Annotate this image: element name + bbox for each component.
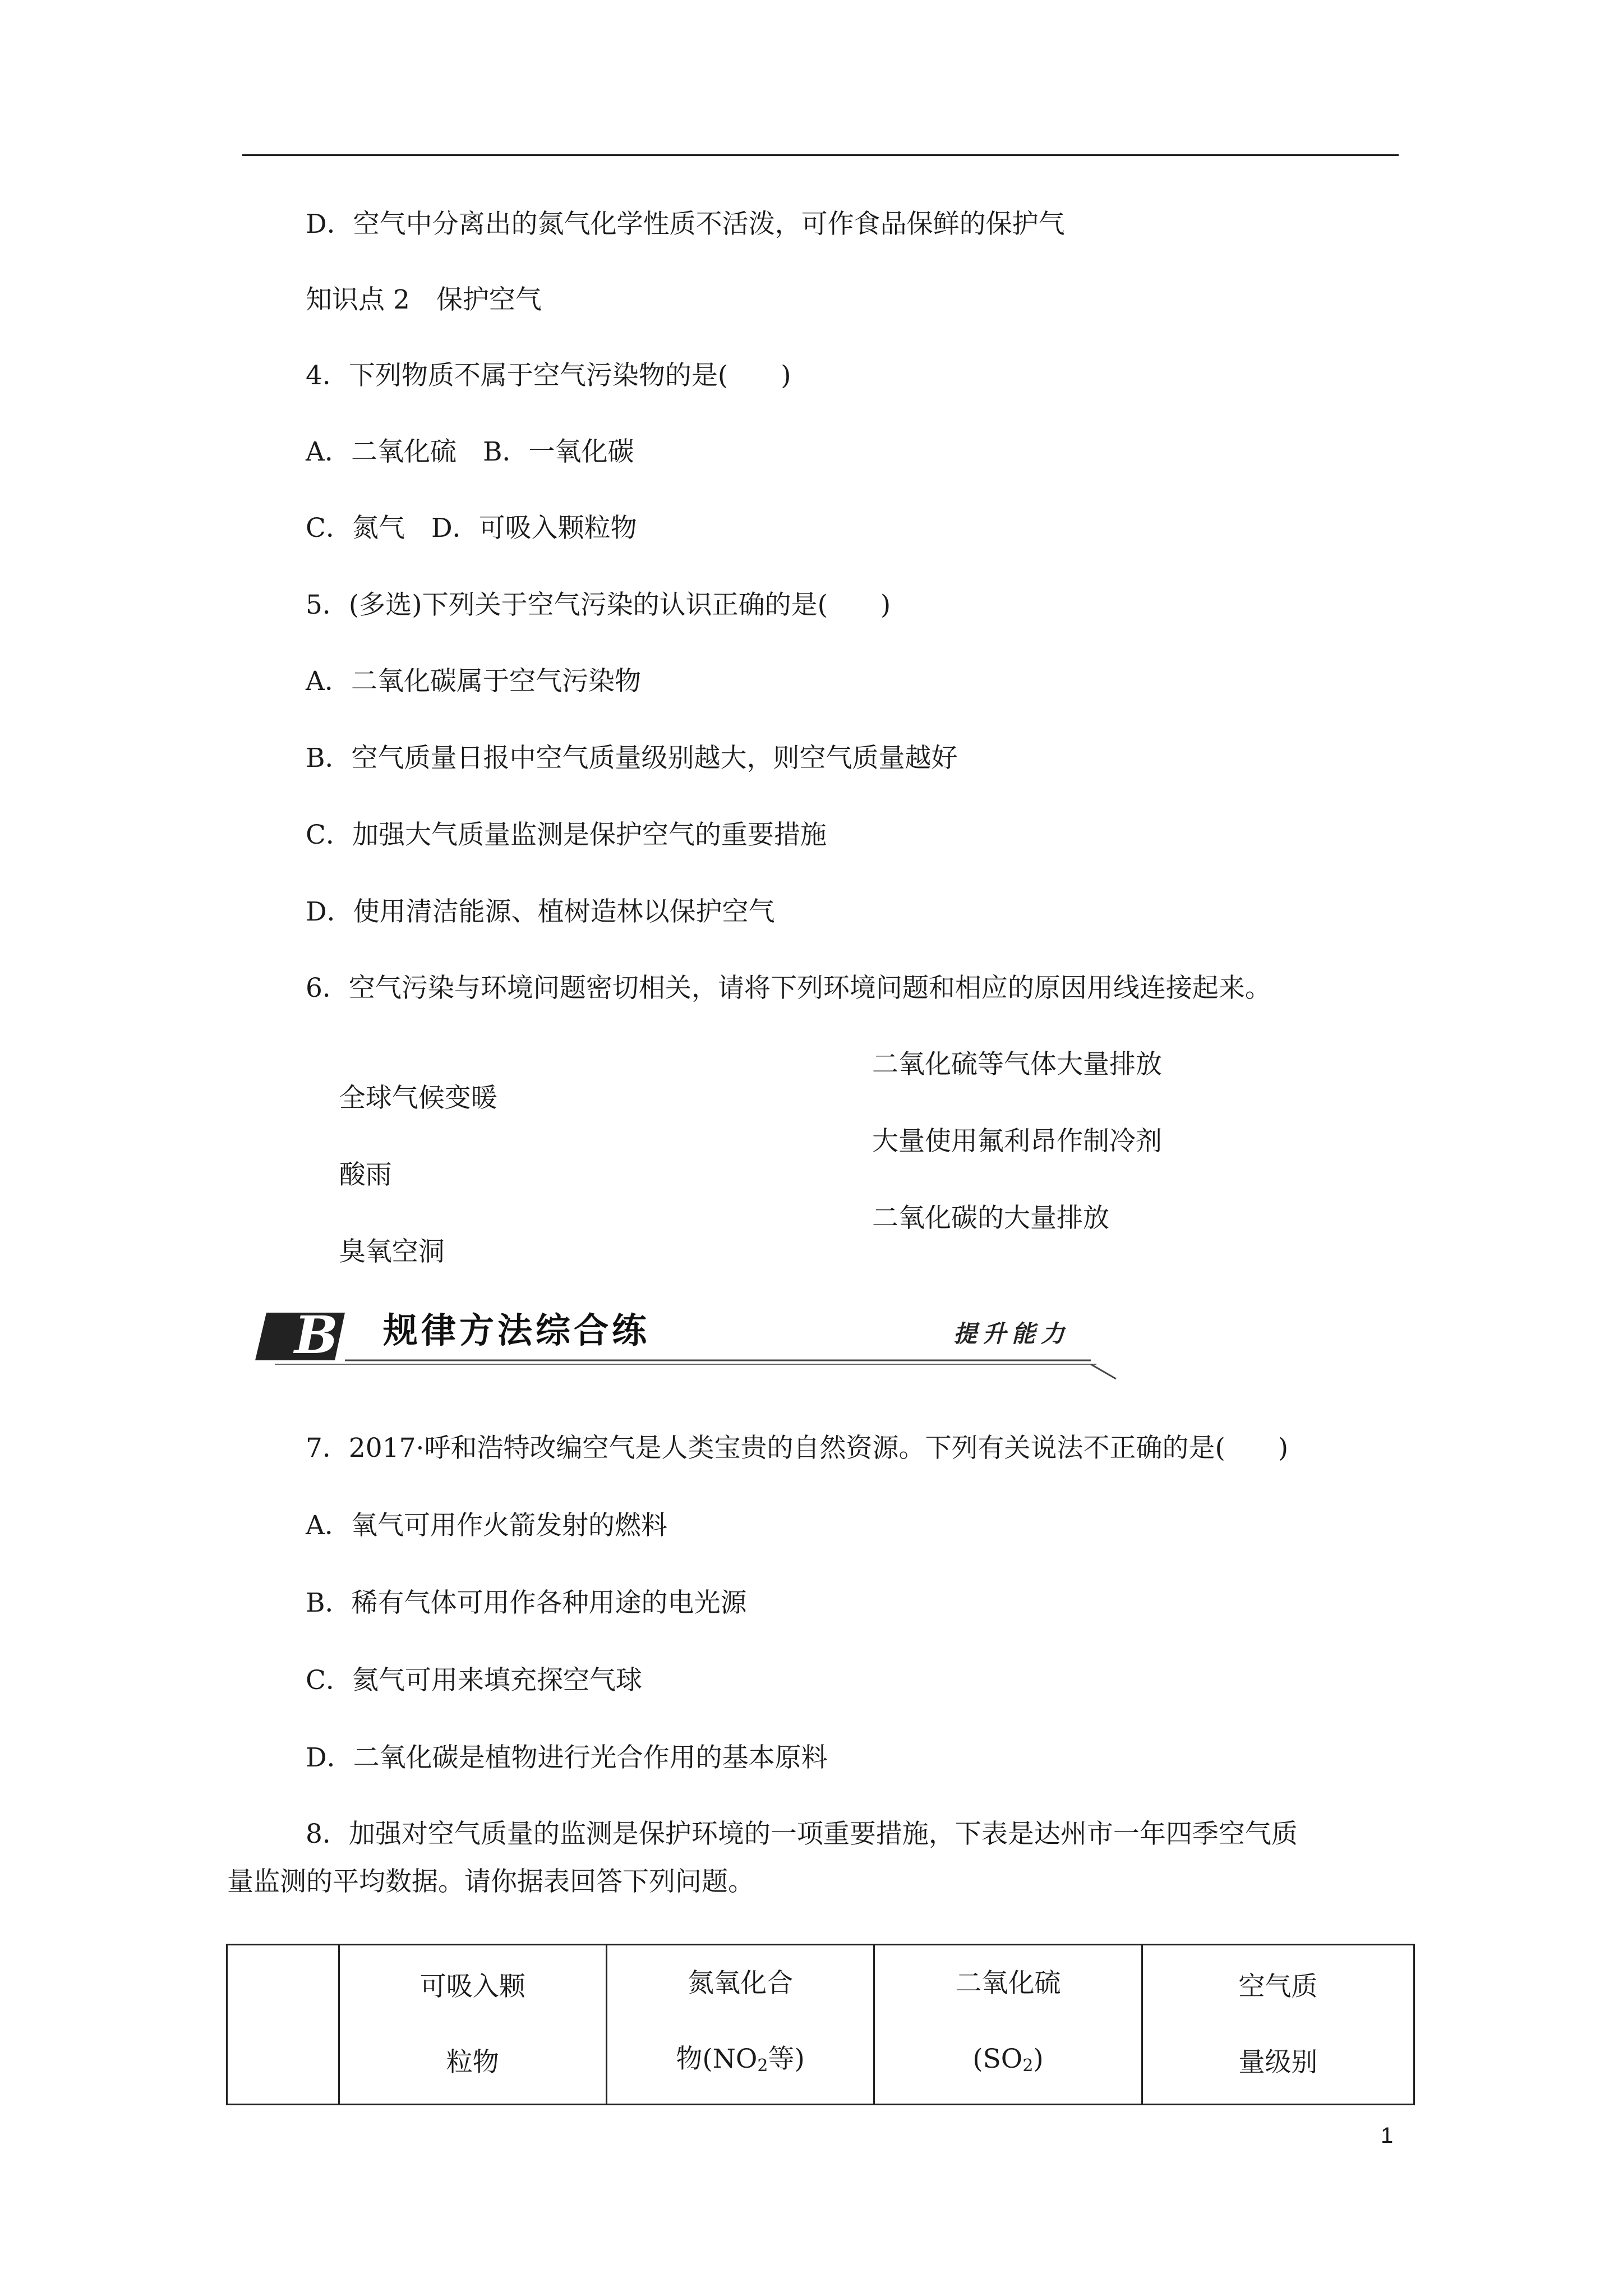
table-corner-cell: [227, 1945, 339, 2105]
table-header-row: [227, 1945, 1414, 2105]
q7-option-d: D．二氧化碳是植物进行光合作用的基本原料: [306, 1742, 828, 1773]
q8-stem-line2: 量监测的平均数据。请你据表回答下列问题。: [227, 1866, 754, 1897]
header-text: 等): [768, 2044, 805, 2074]
header-rule: [242, 154, 1399, 156]
section-banner: [255, 1301, 1119, 1380]
subscript: 2: [1022, 2056, 1034, 2076]
q5-option-b: B．空气质量日报中空气质量级别越大，则空气质量越好: [306, 743, 958, 774]
header-line-bottom: [607, 2021, 873, 2104]
q4-stem: 4．下列物质不属于空气污染物的是( ): [306, 360, 791, 391]
header-line-top: 可吸入颗: [419, 1971, 525, 2002]
header-text: (SO: [972, 2044, 1023, 2074]
header-text: 物(NO: [676, 2044, 758, 2074]
q7-option-a: A．氧气可用作火箭发射的燃料: [306, 1510, 667, 1541]
q5-option-a: A．二氧化碳属于空气污染物: [306, 666, 641, 697]
q7-option-c: C．氦气可用来填充探空气球: [306, 1665, 642, 1696]
table-header-cell: [874, 1945, 1142, 2105]
banner-subtitle: 提升能力: [953, 1320, 1071, 1347]
match-cause: 二氧化硫等气体大量排放: [872, 1049, 1162, 1080]
table-header-cell: [606, 1945, 874, 2105]
table-header-cell: [339, 1945, 606, 2105]
q3-option-d: D．空气中分离出的氮气化学性质不活泼，可作食品保鲜的保护气: [306, 209, 1065, 240]
header-line-bottom: [875, 2021, 1141, 2104]
q7-option-b: B．稀有气体可用作各种用途的电光源: [306, 1588, 747, 1618]
q8-stem-line1: 8．加强对空气质量的监测是保护环境的一项重要措施，下表是达州市一年四季空气质: [306, 1819, 1298, 1849]
header-line-top: 氮氧化合: [688, 1968, 794, 1999]
match-problem: 臭氧空洞: [339, 1236, 445, 1267]
match-problem: 酸雨: [339, 1159, 392, 1190]
table-header-cell: [1142, 1945, 1414, 2105]
header-line-top: 空气质: [1238, 1971, 1318, 2002]
q4-options-ab: A．二氧化硫 B．一氧化碳: [306, 436, 634, 467]
header-text: ): [1033, 2044, 1044, 2074]
header-line-bottom: 粒物: [446, 2047, 499, 2078]
section-heading-2: 知识点 2 保护空气: [306, 284, 542, 315]
q4-options-cd: C．氮气 D．可吸入颗粒物: [306, 513, 637, 544]
q5-option-c: C．加强大气质量监测是保护空气的重要措施: [306, 820, 827, 850]
page-number: 1: [1381, 2123, 1394, 2148]
q7-stem: 7．2017·呼和浩特改编空气是人类宝贵的自然资源。下列有关说法不正确的是( ): [306, 1433, 1289, 1464]
match-cause: 大量使用氟利昂作制冷剂: [872, 1126, 1162, 1157]
q5-stem: 5．(多选)下列关于空气污染的认识正确的是( ): [306, 590, 891, 620]
header-line-top: 二氧化硫: [955, 1968, 1061, 1999]
q6-stem: 6．空气污染与环境问题密切相关，请将下列环境问题和相应的原因用线连接起来。: [306, 973, 1271, 1004]
match-cause: 二氧化碳的大量排放: [872, 1203, 1109, 1234]
q5-option-d: D．使用清洁能源、植树造林以保护空气: [306, 896, 775, 927]
air-quality-table: [226, 1944, 1415, 2105]
match-problem: 全球气候变暖: [339, 1083, 497, 1114]
header-line-bottom: 量级别: [1238, 2047, 1318, 2078]
banner-letter: B: [294, 1305, 338, 1365]
banner-title: 规律方法综合练: [383, 1310, 651, 1351]
subscript: 2: [757, 2056, 768, 2076]
